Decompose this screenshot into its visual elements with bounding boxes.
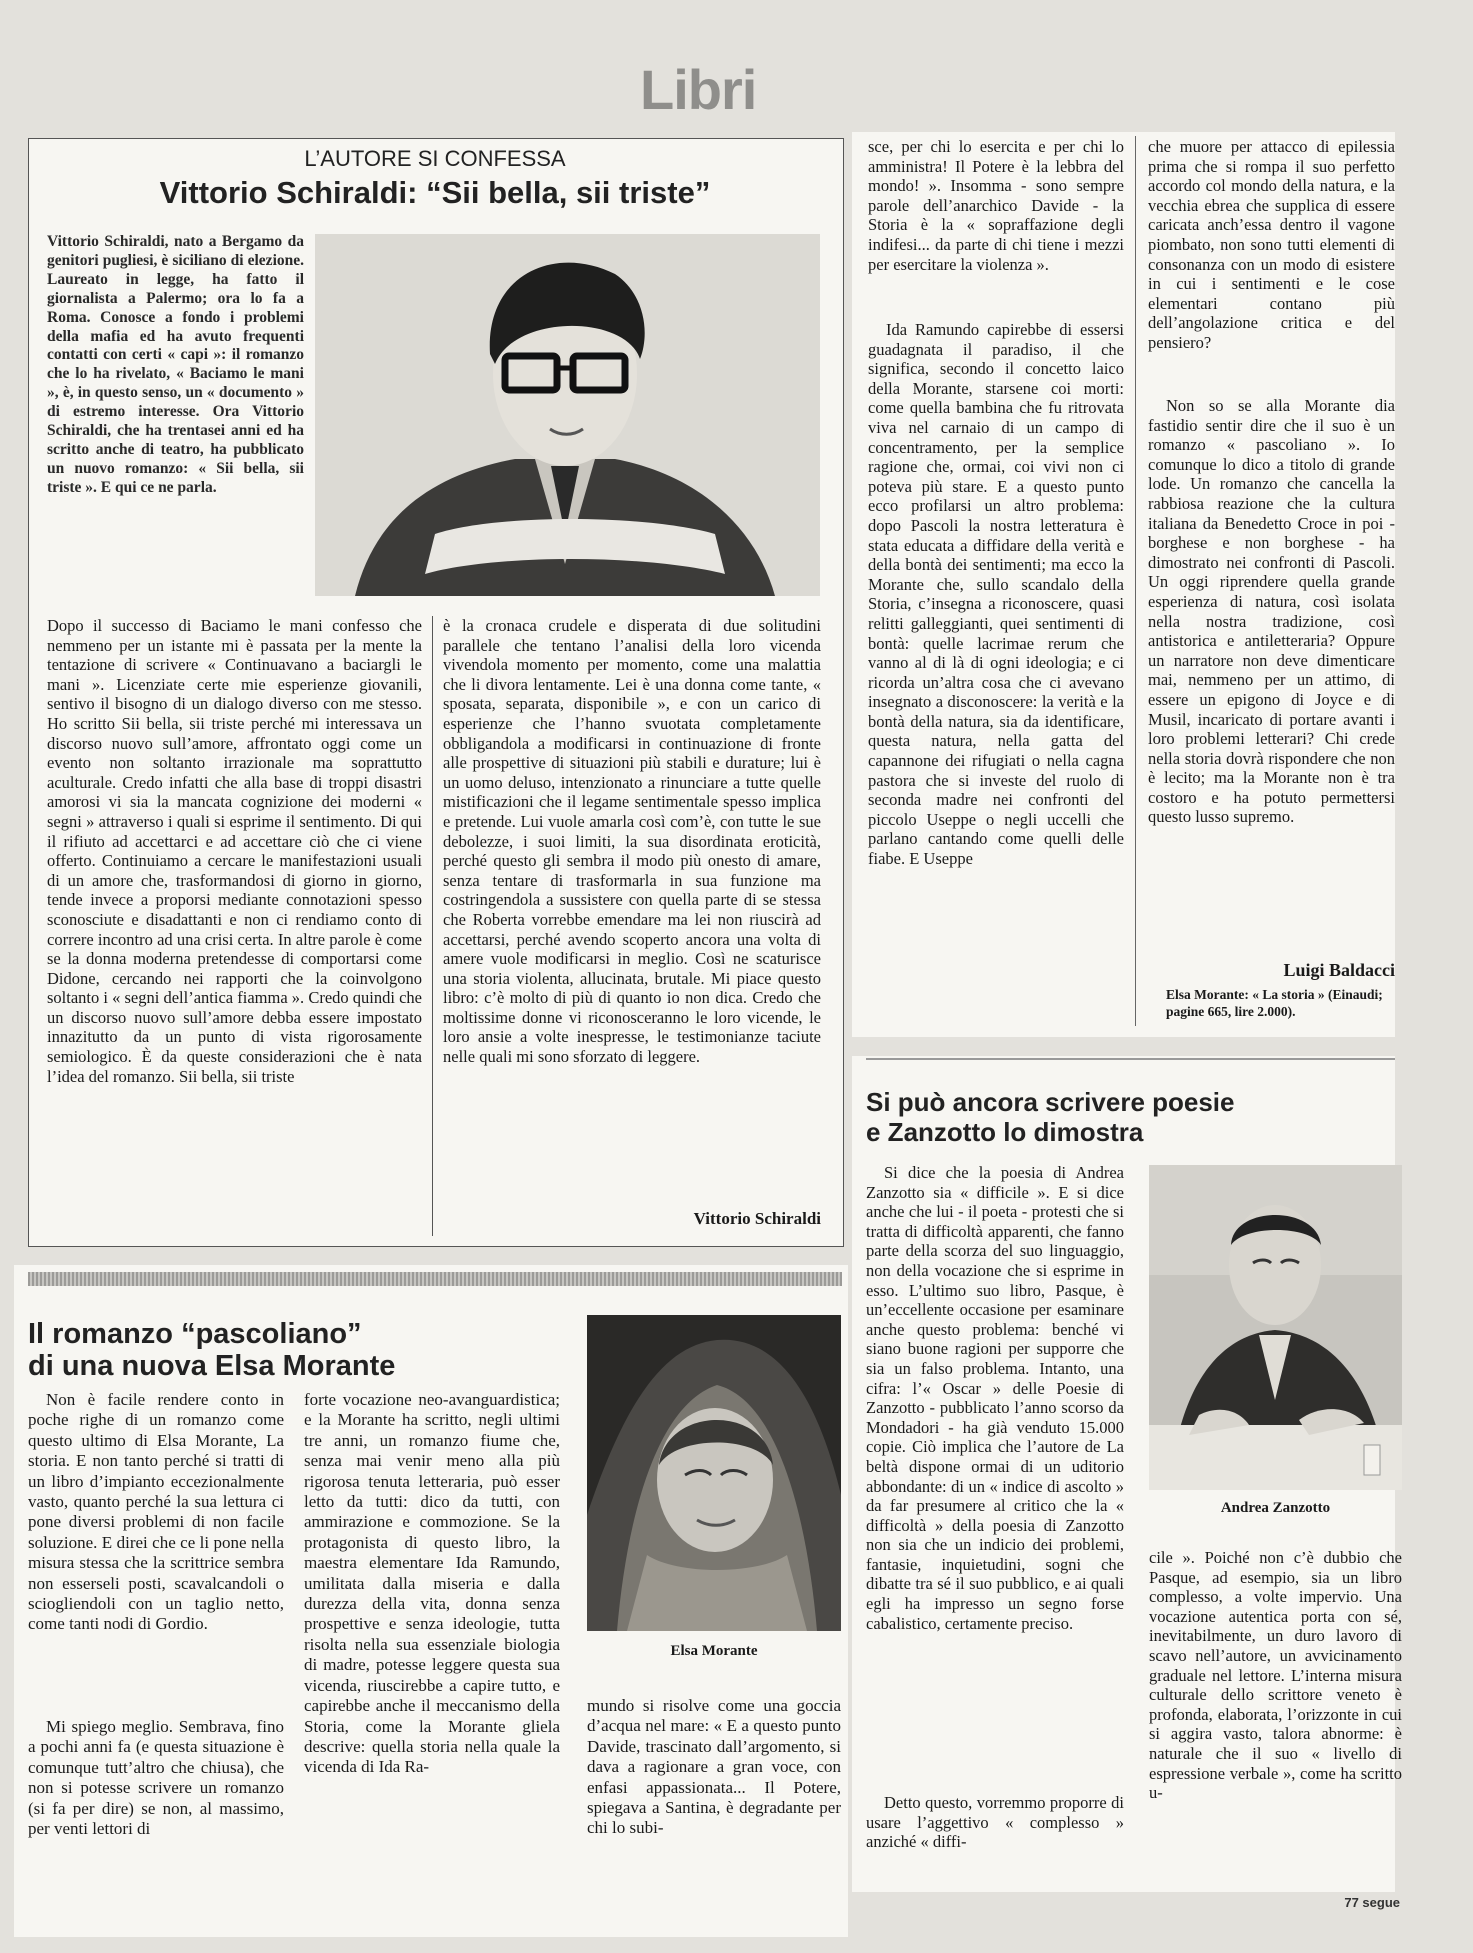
zanzotto-title-line1: Si può ancora scrivere poesie: [866, 1087, 1235, 1117]
author-bio: Vittorio Schiraldi, nato a Bergamo da genitori pugliesi, è siciliano di elezione. Laureato in legge, ha fatto il giornalista a Palermo; ora lo fa a Roma. Conosce a fondo i problemi della mafia ed ha avuto frequenti contatti con certi « capi »: il romanzo che lo ha rivelato, « Baciamo le mani », è, in questo senso, un « documento » di estremo interesse. Ora Vittorio Schiraldi, che ha trentasei anni ed ha scritto anche di teatro, ha pubblicato un nuovo romanzo: « Sii bella, sii triste ». E qui ce ne parla.: [47, 233, 304, 496]
elsa-morante-photo: [587, 1315, 841, 1631]
column-divider: [1135, 136, 1136, 1026]
column-divider: [432, 616, 433, 1236]
page-number-continued: 77 segue: [1344, 1895, 1400, 1910]
andrea-zanzotto-photo: [1149, 1165, 1402, 1490]
morante-right-col-2-p1: che muore per attacco di epilessia prima che si rompa il suo perfetto accordo col mondo della natura, e la vecchia ebrea che supplica di essere caricata anch’essa dentro il vagone piombato, non sono tutti elementi di consonanza con un modo di esistere in cui i sentimenti e le cose elementari contano più dell’angolazione critica e del pensiero?: [1148, 137, 1395, 352]
morante-title-line1: Il romanzo “pascoliano”: [28, 1318, 362, 1350]
schiraldi-photo: [315, 234, 820, 596]
morante-right-col-1-p1: sce, per chi lo esercita e per chi lo amministra! Il Potere è la lebbra del mondo! ». Insomma - sono sempre parole dell’anarchico Davide - la Storia è la « sopraffazione degli indifesi... da parte di chi tiene i mezzi per esercitare la violenza ».: [868, 137, 1124, 274]
zanzotto-column-1: Si dice che la poesia di Andrea Zanzotto sia « difficile ». E si dice anche che lui - il poeta - protesti che si tratta di difficoltà apparenti, che fanno parte della scorza del suo linguaggio, non della vocazione che si esprime in esso. L’ultimo suo libro, Pasque, è un’eccellente occasione per esaminare anche questo problema: benché vi siano buone ragioni per supporre che sia un falso problema. Intanto, una cifra: l’« Oscar » delle Poesie di Zanzotto - pubblicato l’anno scorso da Mondadori - ha già venduto 15.000 copie. Ciò implica che l’autore de La beltà dispone ormai di un uditorio abbondante: di un « indice di ascolto » da far presumere al critico che la « difficoltà » della poesia di Zanzotto non sia che un indicio dei problemi, fantasie, inquietudini, sogni che dibatte tra sé il suo pubblico, e ai quali egli ha impresso un segno forse cabalistico, certamente preciso.: [866, 1163, 1124, 1633]
morante-column-1-p2: Mi spiego meglio. Sembrava, fino a pochi anni fa (e questa situazione è comunque tutt’altro che chiusa), che non si potesse scrivere un romanzo (si fa per dire) se non, al massimo, per venti lettori di: [28, 1717, 284, 1839]
article-column-2: è la cronaca crudele e disperata di due solitudini parallele che tentano l’analisi della loro vicenda vivendola momento per momento, come una malattia che li divora lentamente. Lei è una donna come tante, « sposata, separata, disponibile », e con un carico di esperienze che l’hanno svuotata completamente obbligandola a modificarsi in continuazione di fronte alle prospettive di situazioni più stabili e durature; lui è un uomo deluso, intenzionato a rinunciare a tutte quelle mistificazioni che il legame sentimentale spesso implica e pretende. Lui vuole amarla così com’è, con tutte le sue debolezze, i suoi limiti, la sua disordinata eroticità, perché questo gli sembra il modo più onesto di amare, senza tentare di trasformarla in sua funzione ma costringendola a sussistere con quella parte di se stessa che Roberta vorrebbe emendare ma lei non riuscirà ad accettarsi, perché avendo scoperto ancora una volta di amere vuole modificarsi in meglio. Così ne scaturisce una storia violenta, allucinata, brutale. Mi piace questo libro: c’è molto di più di quanto io non dica. Credo che moltissime donne vi riconosceranno le loro vicende, le loro ansie a volte inespresse, le testimonianze taciute nelle quali mi sono sforzato di leggere.: [443, 616, 821, 1067]
review-signature: Luigi Baldacci: [1283, 960, 1395, 980]
zanzotto-title-line2: e Zanzotto lo dimostra: [866, 1117, 1144, 1147]
photo-caption-morante: Elsa Morante: [670, 1643, 758, 1659]
section-masthead: Libri: [640, 58, 757, 121]
morante-column-3: mundo si risolve come una goccia d’acqua nel mare: « E a questo punto Davide, trascinato dall’argomento, si dava a ragionare a gran voce, con enfasi appassionata... Il Potere, spiegava a Santina, è degradante per chi lo subi-: [587, 1696, 841, 1838]
article-title: Vittorio Schiraldi: “Sii bella, sii triste”: [159, 175, 711, 210]
morante-column-1-p1: Non è facile rendere conto in poche righe di un romanzo come questo ultimo di Elsa Morante, La storia. E non tanto perché si tratti di un libro d’impianto eccezionalmente vasto, quanto perché la sua lettura ci pone diversi problemi di non facile soluzione. E direi che ce li pone nella misura stessa che la scrittrice sembra non esserseli posti, scavalcandoli o sciogliendoli con un taglio netto, come tanti nodi di Gordio.: [28, 1390, 284, 1634]
book-info: Elsa Morante: « La storia » (Einaudi; pagine 665, lire 2.000).: [1166, 987, 1383, 1019]
section-rule: [28, 1272, 842, 1286]
zanzotto-column-2: cile ». Poiché non c’è dubbio che Pasque, ad esempio, sia un libro complesso, a volte impervio. Una vocazione autentica porta con sé, inevitabilmente, un duro lavoro di scavo nell’autore, un avvicinamento graduale nel lettore. L’interna misura culturale dello scrittore veneto è profonda, elaborata, l’orizzonte in cui si aggira vasto, talora abnorme: è naturale che il suo « livello di espressione verbale », come ha scritto u-: [1149, 1548, 1402, 1803]
article-column-1: Dopo il successo di Baciamo le mani confesso che nemmeno per un istante mi è passata per la mente la tentazione di scrivere « Continuavano a baciargli le mani ». Licenziate certe mie esperienze giovanili, sentivo il bisogno di un dialogo diverso con me stesso. Ho scritto Sii bella, sii triste perché mi interessava un discorso nuovo sull’amore, affrontato oggi come un evento non soltanto irrazionale ma soprattutto aculturale. Credo infatti che alla base di troppi disastri amorosi vi sia la mancata cognizione dei moderni « segni » attraverso i quali si esprime il sentimento. Di qui il rifiuto ad accettarci e ad accettare ciò che ci viene offerto. Continuiamo a cercare le manifestazioni usuali di un amore che, trasformandosi di giorno in giorno, tende invece a proporsi mediante connotazioni spesso sconosciute e disadattanti e non ci rendiamo conto di correre incontro ad una crisi certa. In altre parole è come se la donna moderna pretendesse di comportarsi come Didone, cercando nei rapporti che la coinvolgono soltanto i « segni dell’antica fiamma ». Credo quindi che un discorso nuovo sull’amore debba essere impostato innazitutto da un punto di vista rigorosamente semiologico. È da queste considerazioni che è nata l’idea del romanzo. Sii bella, sii triste: [47, 616, 422, 1086]
morante-right-col-1-p2: Ida Ramundo capirebbe di essersi guadagnata il paradiso, il che significa, secondo il concetto laico della Morante, starsene coi morti: come quella bambina che fu ritrovata viva nel carnaio di un campo di concentramento, per la semplice ragione che, ormai, coi vivi non ci poteva più stare. E a questo punto ecco profilarsi un altro problema: dopo Pascoli la nostra letteratura è stata educata a diffidare della verità e della bontà dei sentimenti; ma ecco la Morante che, sullo scandalo della Storia, c’insegna a riconoscere, quasi relitti galleggianti, quei sentimenti di bontà: quelle lacrimae rerum che vanno al di là di ogni ideologia; e ci ricorda un’altra cosa che ci avevano insegnato a disconoscere: la verità e la bontà della natura, sia da identificare, questa natura, nella gatta del capannone dei rifugiati o nella cagna pastora che si investe del ruolo di seconda madre nei confronti del piccolo Useppe o negli uccelli che parlano cantando come quelli delle fiabe. E Useppe: [868, 320, 1124, 869]
article-signature: Vittorio Schiraldi: [693, 1209, 821, 1228]
photo-caption-zanzotto: Andrea Zanzotto: [1220, 1500, 1331, 1516]
morante-title-line2: di una nuova Elsa Morante: [28, 1350, 396, 1382]
morante-column-2: forte vocazione neo-avanguardistica; e la Morante ha scritto, negli ultimi tre anni, un romanzo fiume che, senza mai venir meno alla più rigorosa tenuta letteraria, può esser letto da tutti: dico da tutti, con ammirazione e commozione. Se la protagonista di questo libro, la maestra elementare Ida Ramundo, umilitata dalla miseria e dalla durezza della vita, donna senza prospettive e senza ideologie, tutta risolta nella sua essenziale biologia di madre, potesse leggere questa sua vicenda, riuscirebbe a capire tutto, e capirebbe anche il meccanismo della Storia, come la Morante gliela descrive: quella storia nella quale la vicenda di Ida Ra-: [304, 1390, 560, 1777]
morante-right-col-2-p2: Non so se alla Morante dia fastidio sentir dire che il suo è un romanzo « pascoliano ». Io comunque lo dico a titolo di grande lode. Un romanzo che cancella la rabbiosa reazione che la cultura italiana da Benedetto Croce in poi - borghese e non borghese - ha dimostrato nei confronti di Pascoli. Un oggi riprendere quella grande esperienza di natura, così isolata nella nostra tradizione, così antistorica e antiletteraria? Oppure un narratore non deve dimenticare mai, nemmeno per un attimo, di essere un epigono di Joyce e di Musil, incaricato di portare avanti i loro problemi letterari? Chi crede nella storia dovrà rispondere che non è lecito; ma la Morante non è tra costoro e ha potuto permettersi questo lusso supremo.: [1148, 396, 1395, 827]
article-kicker: L’AUTORE SI CONFESSA: [304, 146, 566, 171]
zanzotto-column-1-p2: Detto questo, vorremmo proporre di usare l’aggettivo « complesso » anziché « diffi-: [866, 1793, 1124, 1852]
section-rule: [866, 1058, 1395, 1060]
